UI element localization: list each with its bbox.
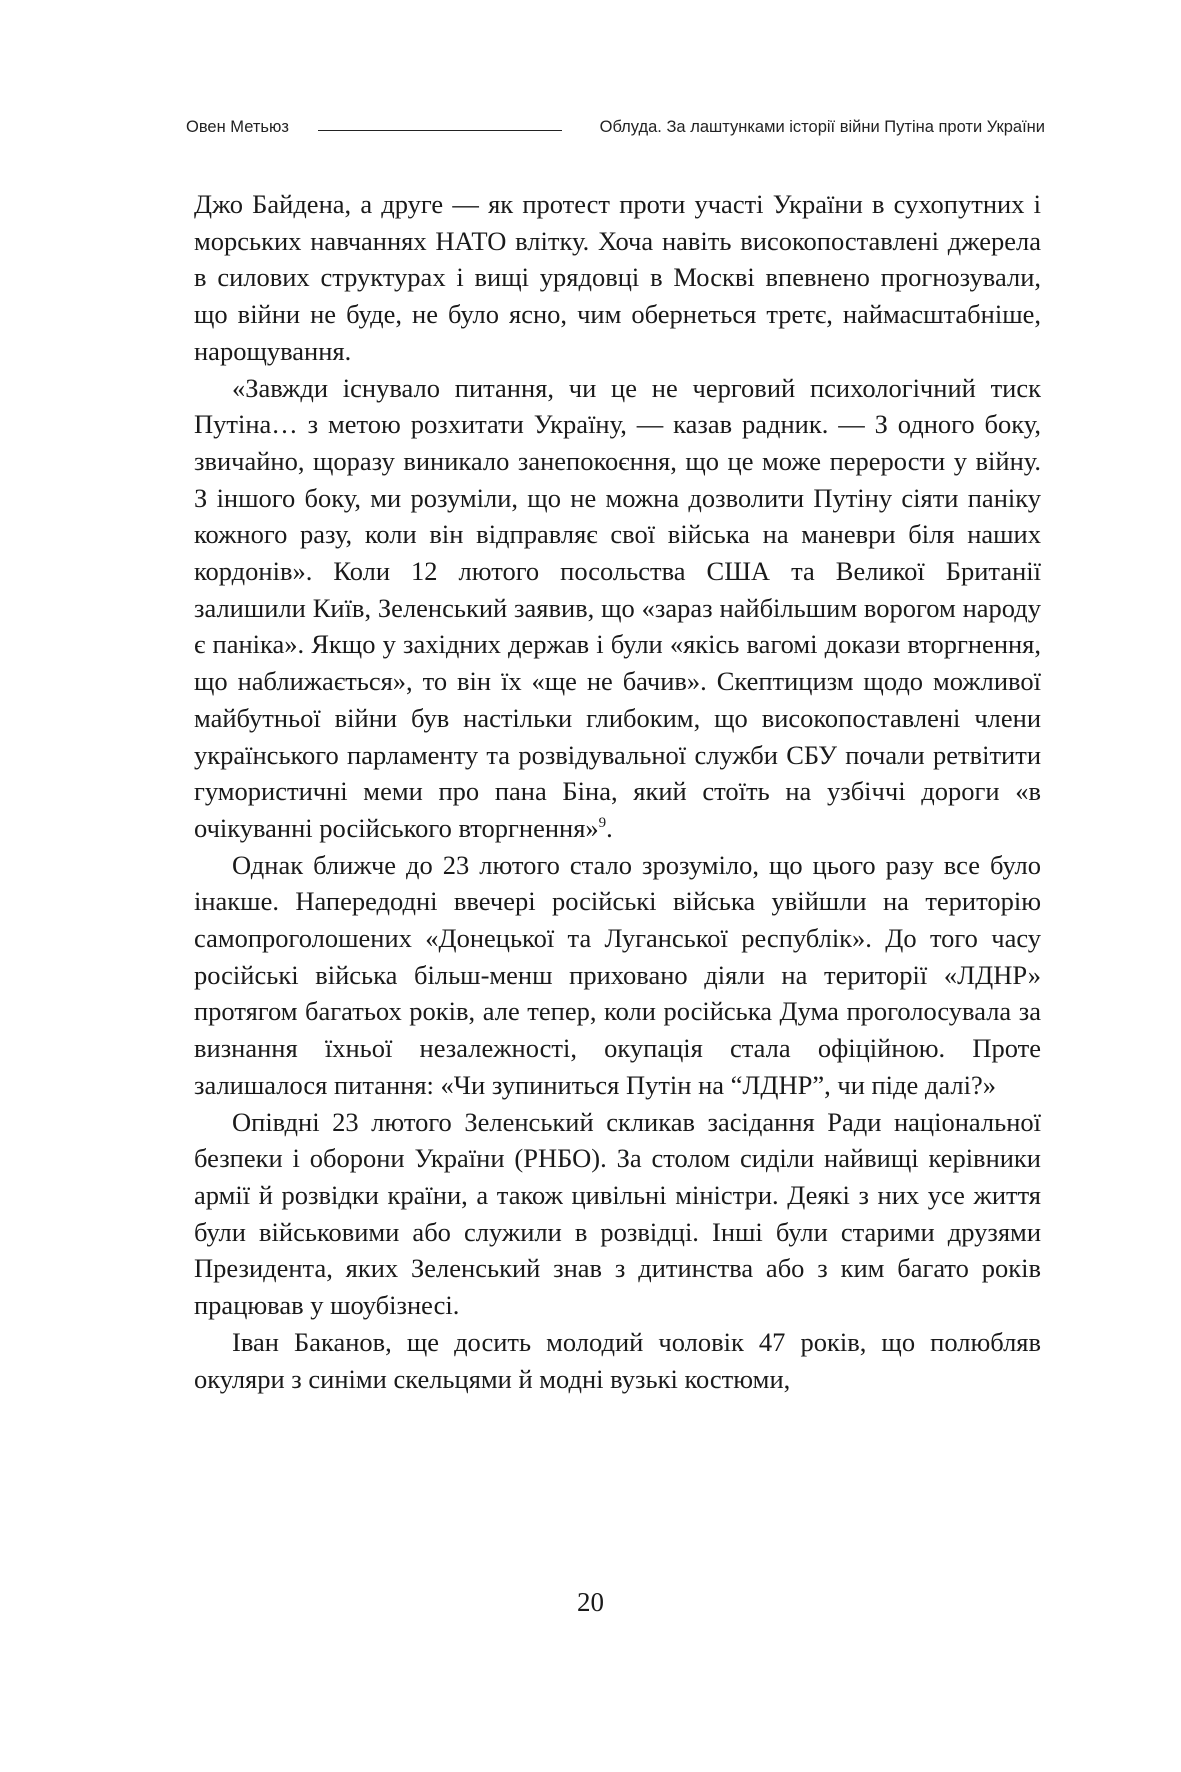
paragraph-end-punctuation: .: [606, 812, 613, 843]
header-book-title: Облуда. За лаштунками історії війни Путіна проти України: [599, 118, 1045, 136]
paragraph-3: [194, 847, 1041, 1104]
footnote-reference[interactable]: 9: [598, 815, 607, 832]
running-header: [186, 118, 1045, 144]
paragraph-5: [194, 1324, 1041, 1397]
paragraph-text: Джо Байдена, а друге — як протест проти участі України в сухопутних і морських навчаннях НАТО влітку. Хоча навіть високопоставлені джерела в силових структурах і вищі урядовці в Москві впевнено прогнозували, що війни не буде, не було ясно, чим обернеться третє, наймасштабніше, нарощування.: [194, 189, 1041, 366]
paragraph-text: Опівдні 23 лютого Зеленський скликав засідання Ради національної безпеки і оборони України (РНБО). За столом сиділи найвищі керівники армії й розвідки країни, а також цивільні міністри. Деякі з них усе життя були військовими або служили в розвідці. Інші були старими друзями Президента, яких Зеленський знав з дитинства або з ким багато років працював у шоубізнесі.: [194, 1106, 1041, 1321]
body-text: [194, 186, 1041, 1397]
page-number: 20: [577, 1587, 604, 1617]
paragraph-text: Іван Баканов, ще досить молодий чоловік 47 років, що полюбляв окуляри з синіми скельцями й модні вузькі костюми,: [194, 1326, 1041, 1394]
paragraph-text: «Завжди існувало питання, чи це не черговий психологічний тиск Путіна… з метою розхитати Україну, — казав радник. — З одного боку, звичайно, щоразу виникало занепокоєння, що це може перерости у війну. З іншого боку, ми розуміли, що не можна дозволити Путіну сіяти паніку кожного разу, коли він відправляє свої війська на маневри біля наших кордонів». Коли 12 лютого посольства США та Великої Британії залишили Київ, Зеленський заявив, що «зараз найбільшим ворогом народу є паніка». Якщо у західних держав і були «якісь вагомі докази вторгнення, що наближається», то він їх «ще не бачив». Скептицизм щодо можливої майбутньої війни був настільки глибоким, що високопоставлені члени українського парламенту та розвідувальної служби СБУ почали ретвітити гумористичні меми про пана Біна, який стоїть на узбіччі дороги «в очікуванні російського вторгнення»: [194, 372, 1041, 843]
header-author: Овен Метьюз: [186, 118, 289, 136]
header-rule: [318, 130, 562, 131]
paragraph-4: [194, 1104, 1041, 1324]
paragraph-1: [194, 186, 1041, 370]
paragraph-text: Однак ближче до 23 лютого стало зрозуміло, що цього разу все було інакше. Напередодні ввечері російські війська увійшли на територію самопроголошених «Донецької та Луганської республік». До того часу російські війська більш-менш приховано діяли на території «ЛДНР» протягом багатьох років, але тепер, коли російська Дума проголосувала за визнання їхньої незалежності, окупація стала офіційною. Проте залишалося питання: «Чи зупиниться Путін на “ЛДНР”, чи піде далі?»: [194, 849, 1041, 1100]
paragraph-2: [194, 370, 1041, 847]
